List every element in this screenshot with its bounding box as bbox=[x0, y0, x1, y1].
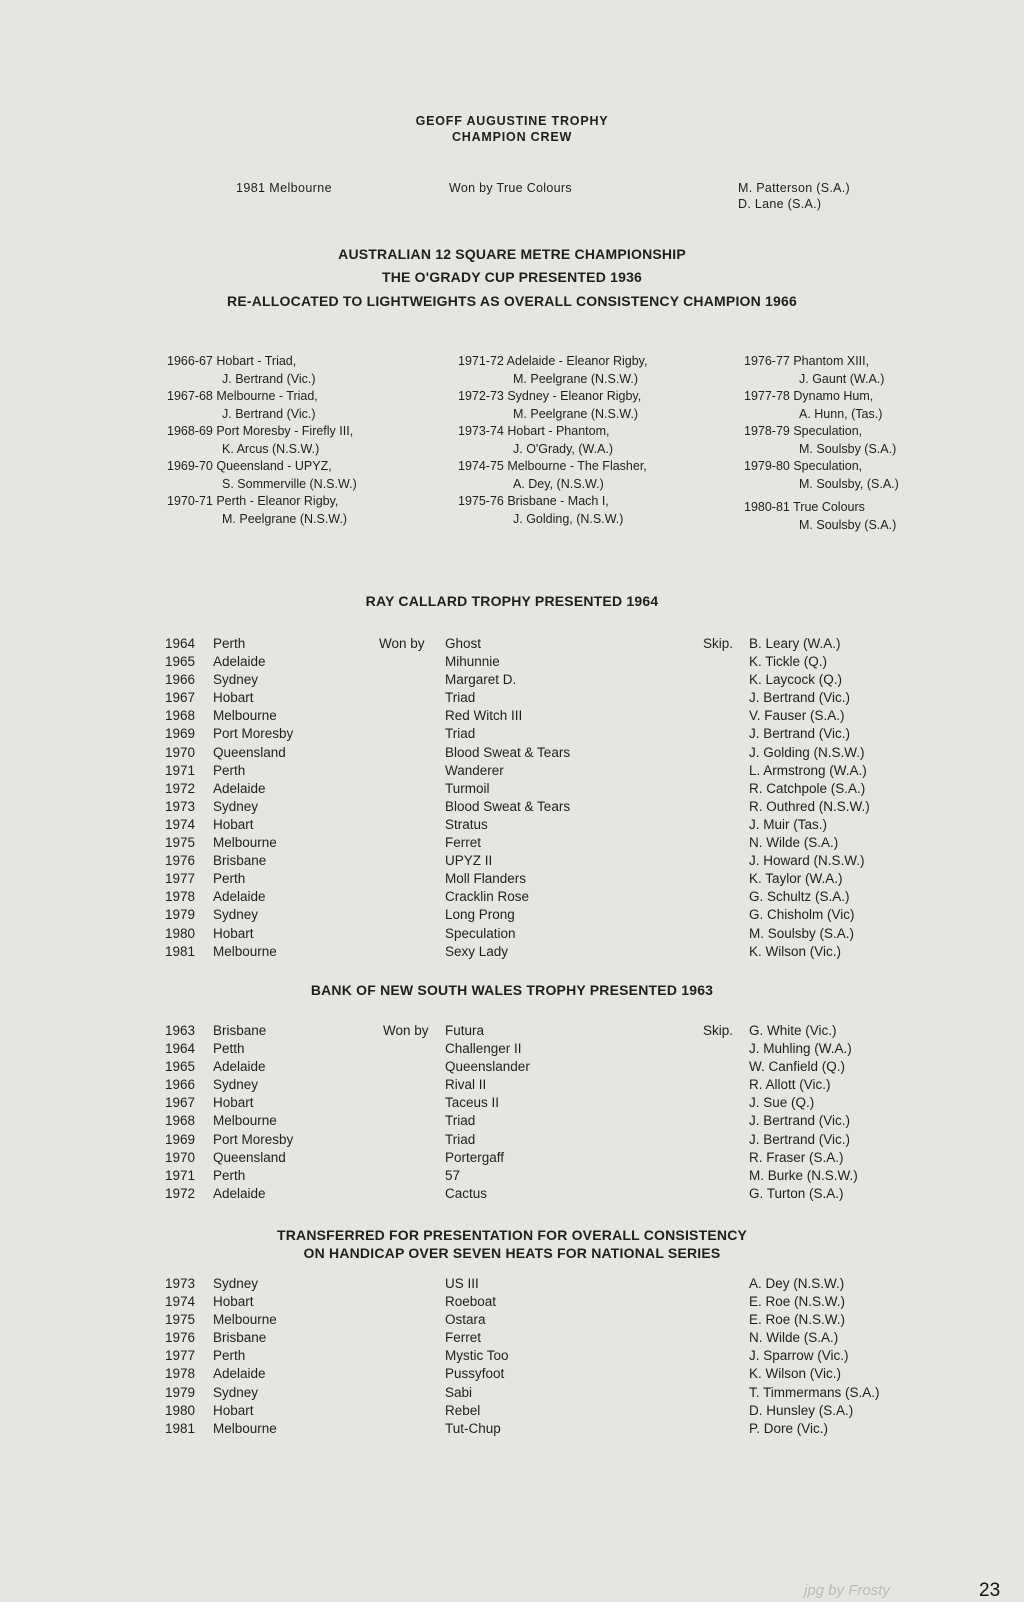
table-row bbox=[0, 671, 1024, 689]
row-boat: Ferret bbox=[445, 835, 482, 851]
row-skipper: L. Armstrong (W.A.) bbox=[749, 762, 867, 778]
row-boat: Taceus II bbox=[445, 1095, 500, 1111]
row-boat: Roeboat bbox=[445, 1294, 497, 1310]
row-year: 1975 bbox=[165, 835, 196, 851]
row-venue: Petth bbox=[213, 1041, 245, 1057]
row-year: 1966 bbox=[165, 1077, 196, 1093]
row-year: 1981 bbox=[165, 1420, 196, 1436]
row-boat: Wanderer bbox=[445, 762, 504, 778]
row-boat: Red Witch III bbox=[445, 708, 523, 724]
metre-entry: 1966-67 Hobart - Triad, bbox=[167, 354, 297, 368]
table-row bbox=[0, 1329, 1024, 1347]
table-row bbox=[0, 1311, 1024, 1329]
table-row bbox=[0, 943, 1024, 961]
row-skipper: G. White (Vic.) bbox=[749, 1023, 837, 1038]
row-year: 1966 bbox=[165, 672, 196, 688]
row-skipper: N. Wilde (S.A.) bbox=[749, 1330, 839, 1346]
row-venue: Brisbane bbox=[213, 1330, 267, 1346]
row-venue: Sydney bbox=[213, 1077, 259, 1093]
callard-skip-label: Skip. bbox=[703, 636, 734, 651]
row-skipper: J. Bertrand (Vic.) bbox=[749, 1131, 851, 1147]
row-boat: Sexy Lady bbox=[445, 943, 509, 959]
row-skipper: M. Soulsby (S.A.) bbox=[749, 925, 855, 941]
row-venue: Adelaide bbox=[213, 1185, 266, 1201]
row-boat: Moll Flanders bbox=[445, 871, 527, 887]
table-row bbox=[0, 798, 1024, 816]
metre-entry-skipper: A. Dey, (N.S.W.) bbox=[513, 476, 604, 491]
table-row bbox=[0, 1347, 1024, 1365]
row-boat: Ghost bbox=[445, 636, 482, 651]
metre-entry-skipper: M. Soulsby (S.A.) bbox=[799, 441, 897, 456]
row-skipper: R. Catchpole (S.A.) bbox=[749, 780, 866, 796]
row-boat: Mihunnie bbox=[445, 654, 500, 670]
row-year: 1980 bbox=[165, 925, 196, 941]
row-skipper: J. Sue (Q.) bbox=[749, 1095, 815, 1111]
row-year: 1970 bbox=[165, 744, 196, 760]
row-year: 1968 bbox=[165, 1113, 196, 1129]
row-boat: Portergaff bbox=[445, 1149, 505, 1165]
table-row bbox=[0, 852, 1024, 870]
metre-entry: 1970-71 Perth - Eleanor Rigby, bbox=[167, 494, 339, 508]
row-year: 1969 bbox=[165, 1131, 196, 1147]
row-boat: Ferret bbox=[445, 1330, 482, 1346]
row-year: 1970 bbox=[165, 1149, 196, 1165]
row-year: 1975 bbox=[165, 1312, 196, 1328]
metre-entry-skipper: A. Hunn, (Tas.) bbox=[799, 406, 883, 421]
row-venue: Hobart bbox=[213, 925, 254, 941]
row-year: 1971 bbox=[165, 1167, 196, 1183]
table-row bbox=[0, 1149, 1024, 1167]
row-year: 1972 bbox=[165, 780, 196, 796]
crew-member-2: D. Lane (S.A.) bbox=[738, 197, 822, 211]
metre-entry: 1979-80 Speculation, bbox=[744, 459, 863, 473]
row-boat: Turmoil bbox=[445, 780, 490, 796]
row-boat: UPYZ II bbox=[445, 853, 493, 869]
row-boat: Margaret D. bbox=[445, 672, 517, 688]
row-year: 1964 bbox=[165, 1041, 196, 1057]
row-year: 1980 bbox=[165, 1402, 196, 1418]
row-boat: Rival II bbox=[445, 1077, 487, 1093]
table-row bbox=[0, 635, 1024, 653]
row-skipper: G. Turton (S.A.) bbox=[749, 1185, 844, 1201]
transferred-table bbox=[0, 1275, 1024, 1438]
metre-entry-skipper: J. Bertrand (Vic.) bbox=[222, 406, 316, 421]
row-boat: Triad bbox=[445, 690, 476, 706]
row-venue: Hobart bbox=[213, 816, 254, 832]
table-row bbox=[0, 1094, 1024, 1112]
page-number: 23 bbox=[979, 1580, 1001, 1601]
metre-entry-skipper: M. Peelgrane (N.S.W.) bbox=[513, 406, 639, 421]
row-year: 1974 bbox=[165, 1294, 196, 1310]
row-venue: Melbourne bbox=[213, 708, 277, 724]
row-venue: Hobart bbox=[213, 1402, 254, 1418]
table-row bbox=[0, 1420, 1024, 1438]
row-venue: Adelaide bbox=[213, 889, 266, 905]
row-boat: Mystic Too bbox=[445, 1348, 509, 1364]
row-boat: Ostara bbox=[445, 1312, 486, 1328]
row-skipper: E. Roe (N.S.W.) bbox=[749, 1294, 846, 1310]
row-skipper: K. Taylor (W.A.) bbox=[749, 871, 843, 887]
row-venue: Adelaide bbox=[213, 1059, 266, 1075]
row-skipper: J. Muhling (W.A.) bbox=[749, 1041, 852, 1057]
metre-entry-skipper: J. Gaunt (W.A.) bbox=[799, 371, 885, 386]
metre-entry-skipper: M. Soulsby (S.A.) bbox=[799, 517, 897, 532]
table-row bbox=[0, 1022, 1024, 1040]
row-skipper: J. Bertrand (Vic.) bbox=[749, 726, 851, 742]
metre-entry: 1978-79 Speculation, bbox=[744, 424, 863, 438]
table-row bbox=[0, 1384, 1024, 1402]
row-skipper: P. Dore (Vic.) bbox=[749, 1420, 829, 1436]
row-venue: Hobart bbox=[213, 1294, 254, 1310]
row-year: 1968 bbox=[165, 708, 196, 724]
crew-title: GEOFF AUGUSTINE TROPHY bbox=[415, 114, 609, 128]
row-boat: Blood Sweat & Tears bbox=[445, 798, 571, 814]
row-skipper: J. Bertrand (Vic.) bbox=[749, 1113, 851, 1129]
row-venue: Port Moresby bbox=[213, 726, 294, 742]
table-row bbox=[0, 1402, 1024, 1420]
row-venue: Melbourne bbox=[213, 1113, 277, 1129]
callard-table bbox=[0, 635, 1024, 961]
row-year: 1974 bbox=[165, 816, 196, 832]
row-boat: Triad bbox=[445, 1113, 476, 1129]
row-venue: Hobart bbox=[213, 1095, 254, 1111]
row-venue: Port Moresby bbox=[213, 1131, 294, 1147]
row-skipper: T. Timmermans (S.A.) bbox=[749, 1384, 880, 1400]
row-venue: Sydney bbox=[213, 907, 259, 923]
metre-entry-skipper: J. Bertrand (Vic.) bbox=[222, 371, 316, 386]
row-venue: Queensland bbox=[213, 744, 286, 760]
row-boat: Triad bbox=[445, 726, 476, 742]
table-row bbox=[0, 834, 1024, 852]
metre-column-2 bbox=[458, 353, 647, 528]
row-venue: Melbourne bbox=[213, 943, 277, 959]
row-boat: Long Prong bbox=[445, 907, 515, 923]
table-row bbox=[0, 780, 1024, 798]
row-year: 1965 bbox=[165, 654, 196, 670]
metre-entry-skipper: J. Golding, (N.S.W.) bbox=[513, 511, 624, 526]
table-row bbox=[0, 1167, 1024, 1185]
row-boat: US III bbox=[445, 1276, 479, 1291]
row-venue: Perth bbox=[213, 1348, 246, 1364]
row-year: 1969 bbox=[165, 726, 196, 742]
table-row bbox=[0, 1365, 1024, 1383]
row-venue: Sydney bbox=[213, 798, 259, 814]
row-venue: Sydney bbox=[213, 1384, 259, 1400]
table-row bbox=[0, 925, 1024, 943]
row-boat: 57 bbox=[445, 1167, 461, 1183]
metre-subtitle: THE O'GRADY CUP PRESENTED 1936 bbox=[381, 269, 643, 285]
callard-won-by-label: Won by bbox=[379, 636, 425, 651]
row-boat: Tut-Chup bbox=[445, 1420, 501, 1436]
metre-entry: 1967-68 Melbourne - Triad, bbox=[167, 389, 318, 403]
row-skipper: A. Dey (N.S.W.) bbox=[749, 1276, 845, 1291]
row-venue: Perth bbox=[213, 636, 246, 651]
table-row bbox=[0, 870, 1024, 888]
bank-won-by-label: Won by bbox=[383, 1023, 429, 1038]
metre-title: AUSTRALIAN 12 SQUARE METRE CHAMPIONSHIP bbox=[338, 246, 686, 262]
crew-winner: Won by True Colours bbox=[449, 181, 572, 195]
table-row bbox=[0, 725, 1024, 743]
row-skipper: J. Sparrow (Vic.) bbox=[749, 1348, 849, 1364]
row-venue: Perth bbox=[213, 762, 246, 778]
metre-entry: 1969-70 Queensland - UPYZ, bbox=[167, 459, 332, 473]
table-row bbox=[0, 689, 1024, 707]
table-row bbox=[0, 906, 1024, 924]
row-skipper: J. Bertrand (Vic.) bbox=[749, 690, 851, 706]
table-row bbox=[0, 1040, 1024, 1058]
row-boat: Triad bbox=[445, 1131, 476, 1147]
row-skipper: R. Fraser (S.A.) bbox=[749, 1149, 844, 1165]
row-year: 1979 bbox=[165, 907, 196, 923]
metre-entry-skipper: M. Peelgrane (N.S.W.) bbox=[513, 371, 639, 386]
row-year: 1973 bbox=[165, 1276, 196, 1291]
table-row bbox=[0, 1112, 1024, 1130]
row-skipper: D. Hunsley (S.A.) bbox=[749, 1402, 854, 1418]
row-boat: Sabi bbox=[445, 1384, 473, 1400]
row-venue: Adelaide bbox=[213, 654, 266, 670]
row-venue: Hobart bbox=[213, 690, 254, 706]
row-skipper: K. Wilson (Vic.) bbox=[749, 1366, 842, 1382]
row-skipper: E. Roe (N.S.W.) bbox=[749, 1312, 846, 1328]
table-row bbox=[0, 707, 1024, 725]
row-year: 1971 bbox=[165, 762, 196, 778]
row-skipper: G. Chisholm (Vic) bbox=[749, 907, 855, 923]
metre-reallocation: RE-ALLOCATED TO LIGHTWEIGHTS AS OVERALL CONSISTENCY CHAMPION 1966 bbox=[227, 293, 797, 309]
table-row bbox=[0, 653, 1024, 671]
table-row bbox=[0, 1131, 1024, 1149]
table-row bbox=[0, 1275, 1024, 1293]
table-row bbox=[0, 1293, 1024, 1311]
metre-entry: 1974-75 Melbourne - The Flasher, bbox=[458, 459, 647, 473]
row-year: 1963 bbox=[165, 1023, 196, 1038]
row-skipper: G. Schultz (S.A.) bbox=[749, 889, 850, 905]
metre-entry: 1977-78 Dynamo Hum, bbox=[744, 389, 874, 403]
row-boat: Speculation bbox=[445, 925, 516, 941]
table-row bbox=[0, 816, 1024, 834]
watermark: jpg by Frosty bbox=[804, 1582, 890, 1599]
row-venue: Melbourne bbox=[213, 1312, 277, 1328]
row-year: 1973 bbox=[165, 798, 196, 814]
row-skipper: R. Allott (Vic.) bbox=[749, 1077, 831, 1093]
row-skipper: K. Wilson (Vic.) bbox=[749, 943, 842, 959]
metre-entry: 1975-76 Brisbane - Mach I, bbox=[458, 494, 609, 508]
table-row bbox=[0, 1076, 1024, 1094]
row-boat: Rebel bbox=[445, 1402, 481, 1418]
row-boat: Stratus bbox=[445, 816, 488, 832]
metre-entry-skipper: J. O'Grady, (W.A.) bbox=[513, 441, 614, 456]
bank-skip-label: Skip. bbox=[703, 1023, 734, 1038]
crew-subtitle: CHAMPION CREW bbox=[451, 130, 573, 144]
table-row bbox=[0, 762, 1024, 780]
row-venue: Melbourne bbox=[213, 1420, 277, 1436]
row-year: 1972 bbox=[165, 1185, 196, 1201]
row-venue: Adelaide bbox=[213, 1366, 266, 1382]
metre-entry: 1972-73 Sydney - Eleanor Rigby, bbox=[458, 389, 642, 403]
row-year: 1964 bbox=[165, 636, 196, 651]
row-venue: Perth bbox=[213, 1167, 246, 1183]
row-boat: Futura bbox=[445, 1023, 485, 1038]
row-boat: Queenslander bbox=[445, 1059, 530, 1075]
row-skipper: R. Outhred (N.S.W.) bbox=[749, 798, 870, 814]
row-year: 1978 bbox=[165, 889, 196, 905]
row-venue: Perth bbox=[213, 871, 246, 887]
table-row bbox=[0, 1058, 1024, 1076]
table-row bbox=[0, 744, 1024, 762]
metre-entry: 1980-81 True Colours bbox=[744, 500, 865, 514]
metre-entry-skipper: M. Peelgrane (N.S.W.) bbox=[222, 511, 348, 526]
metre-column-1 bbox=[167, 353, 357, 528]
row-year: 1965 bbox=[165, 1059, 196, 1075]
row-boat: Blood Sweat & Tears bbox=[445, 744, 571, 760]
row-venue: Adelaide bbox=[213, 780, 266, 796]
metre-entry: 1973-74 Hobart - Phantom, bbox=[458, 424, 610, 438]
row-year: 1976 bbox=[165, 853, 196, 869]
table-row bbox=[0, 888, 1024, 906]
metre-entry-skipper: K. Arcus (N.S.W.) bbox=[222, 441, 320, 456]
row-skipper: V. Fauser (S.A.) bbox=[749, 708, 845, 724]
row-venue: Brisbane bbox=[213, 853, 267, 869]
row-year: 1977 bbox=[165, 1348, 196, 1364]
row-year: 1967 bbox=[165, 690, 196, 706]
row-boat: Cactus bbox=[445, 1185, 488, 1201]
row-skipper: J. Muir (Tas.) bbox=[749, 816, 828, 832]
bank-table bbox=[0, 1022, 1024, 1203]
row-venue: Sydney bbox=[213, 672, 259, 688]
row-venue: Brisbane bbox=[213, 1023, 267, 1038]
table-row bbox=[0, 1185, 1024, 1203]
row-year: 1977 bbox=[165, 871, 196, 887]
row-year: 1979 bbox=[165, 1384, 196, 1400]
metre-entry: 1976-77 Phantom XIII, bbox=[744, 354, 870, 368]
metre-entry-skipper: M. Soulsby, (S.A.) bbox=[799, 476, 899, 491]
row-year: 1978 bbox=[165, 1366, 196, 1382]
row-year: 1967 bbox=[165, 1095, 196, 1111]
row-skipper: J. Golding (N.S.W.) bbox=[749, 744, 865, 760]
metre-entry: 1971-72 Adelaide - Eleanor Rigby, bbox=[458, 354, 648, 368]
row-skipper: W. Canfield (Q.) bbox=[749, 1059, 846, 1075]
row-boat: Pussyfoot bbox=[445, 1366, 505, 1382]
callard-title: RAY CALLARD TROPHY PRESENTED 1964 bbox=[365, 593, 659, 609]
metre-entry-skipper: S. Sommerville (N.S.W.) bbox=[222, 476, 357, 491]
row-year: 1976 bbox=[165, 1330, 196, 1346]
metre-entry: 1968-69 Port Moresby - Firefly III, bbox=[167, 424, 354, 438]
row-year: 1981 bbox=[165, 943, 196, 959]
row-venue: Queensland bbox=[213, 1149, 286, 1165]
row-skipper: B. Leary (W.A.) bbox=[749, 636, 841, 651]
bank-title: BANK OF NEW SOUTH WALES TROPHY PRESENTED 1963 bbox=[310, 982, 714, 998]
row-venue: Melbourne bbox=[213, 835, 277, 851]
row-skipper: K. Tickle (Q.) bbox=[749, 654, 828, 670]
row-boat: Challenger II bbox=[445, 1041, 522, 1057]
metre-column-3 bbox=[744, 353, 899, 534]
row-skipper: J. Howard (N.S.W.) bbox=[749, 853, 865, 869]
crew-member-1: M. Patterson (S.A.) bbox=[738, 181, 850, 195]
row-skipper: K. Laycock (Q.) bbox=[749, 672, 843, 688]
transferred-subtitle: ON HANDICAP OVER SEVEN HEATS FOR NATIONAL SERIES bbox=[303, 1245, 721, 1261]
transferred-title: TRANSFERRED FOR PRESENTATION FOR OVERALL CONSISTENCY bbox=[276, 1227, 748, 1243]
crew-year-place: 1981 Melbourne bbox=[236, 181, 332, 195]
row-venue: Sydney bbox=[213, 1276, 259, 1291]
row-skipper: N. Wilde (S.A.) bbox=[749, 835, 839, 851]
row-boat: Cracklin Rose bbox=[445, 889, 530, 905]
row-skipper: M. Burke (N.S.W.) bbox=[749, 1167, 858, 1183]
